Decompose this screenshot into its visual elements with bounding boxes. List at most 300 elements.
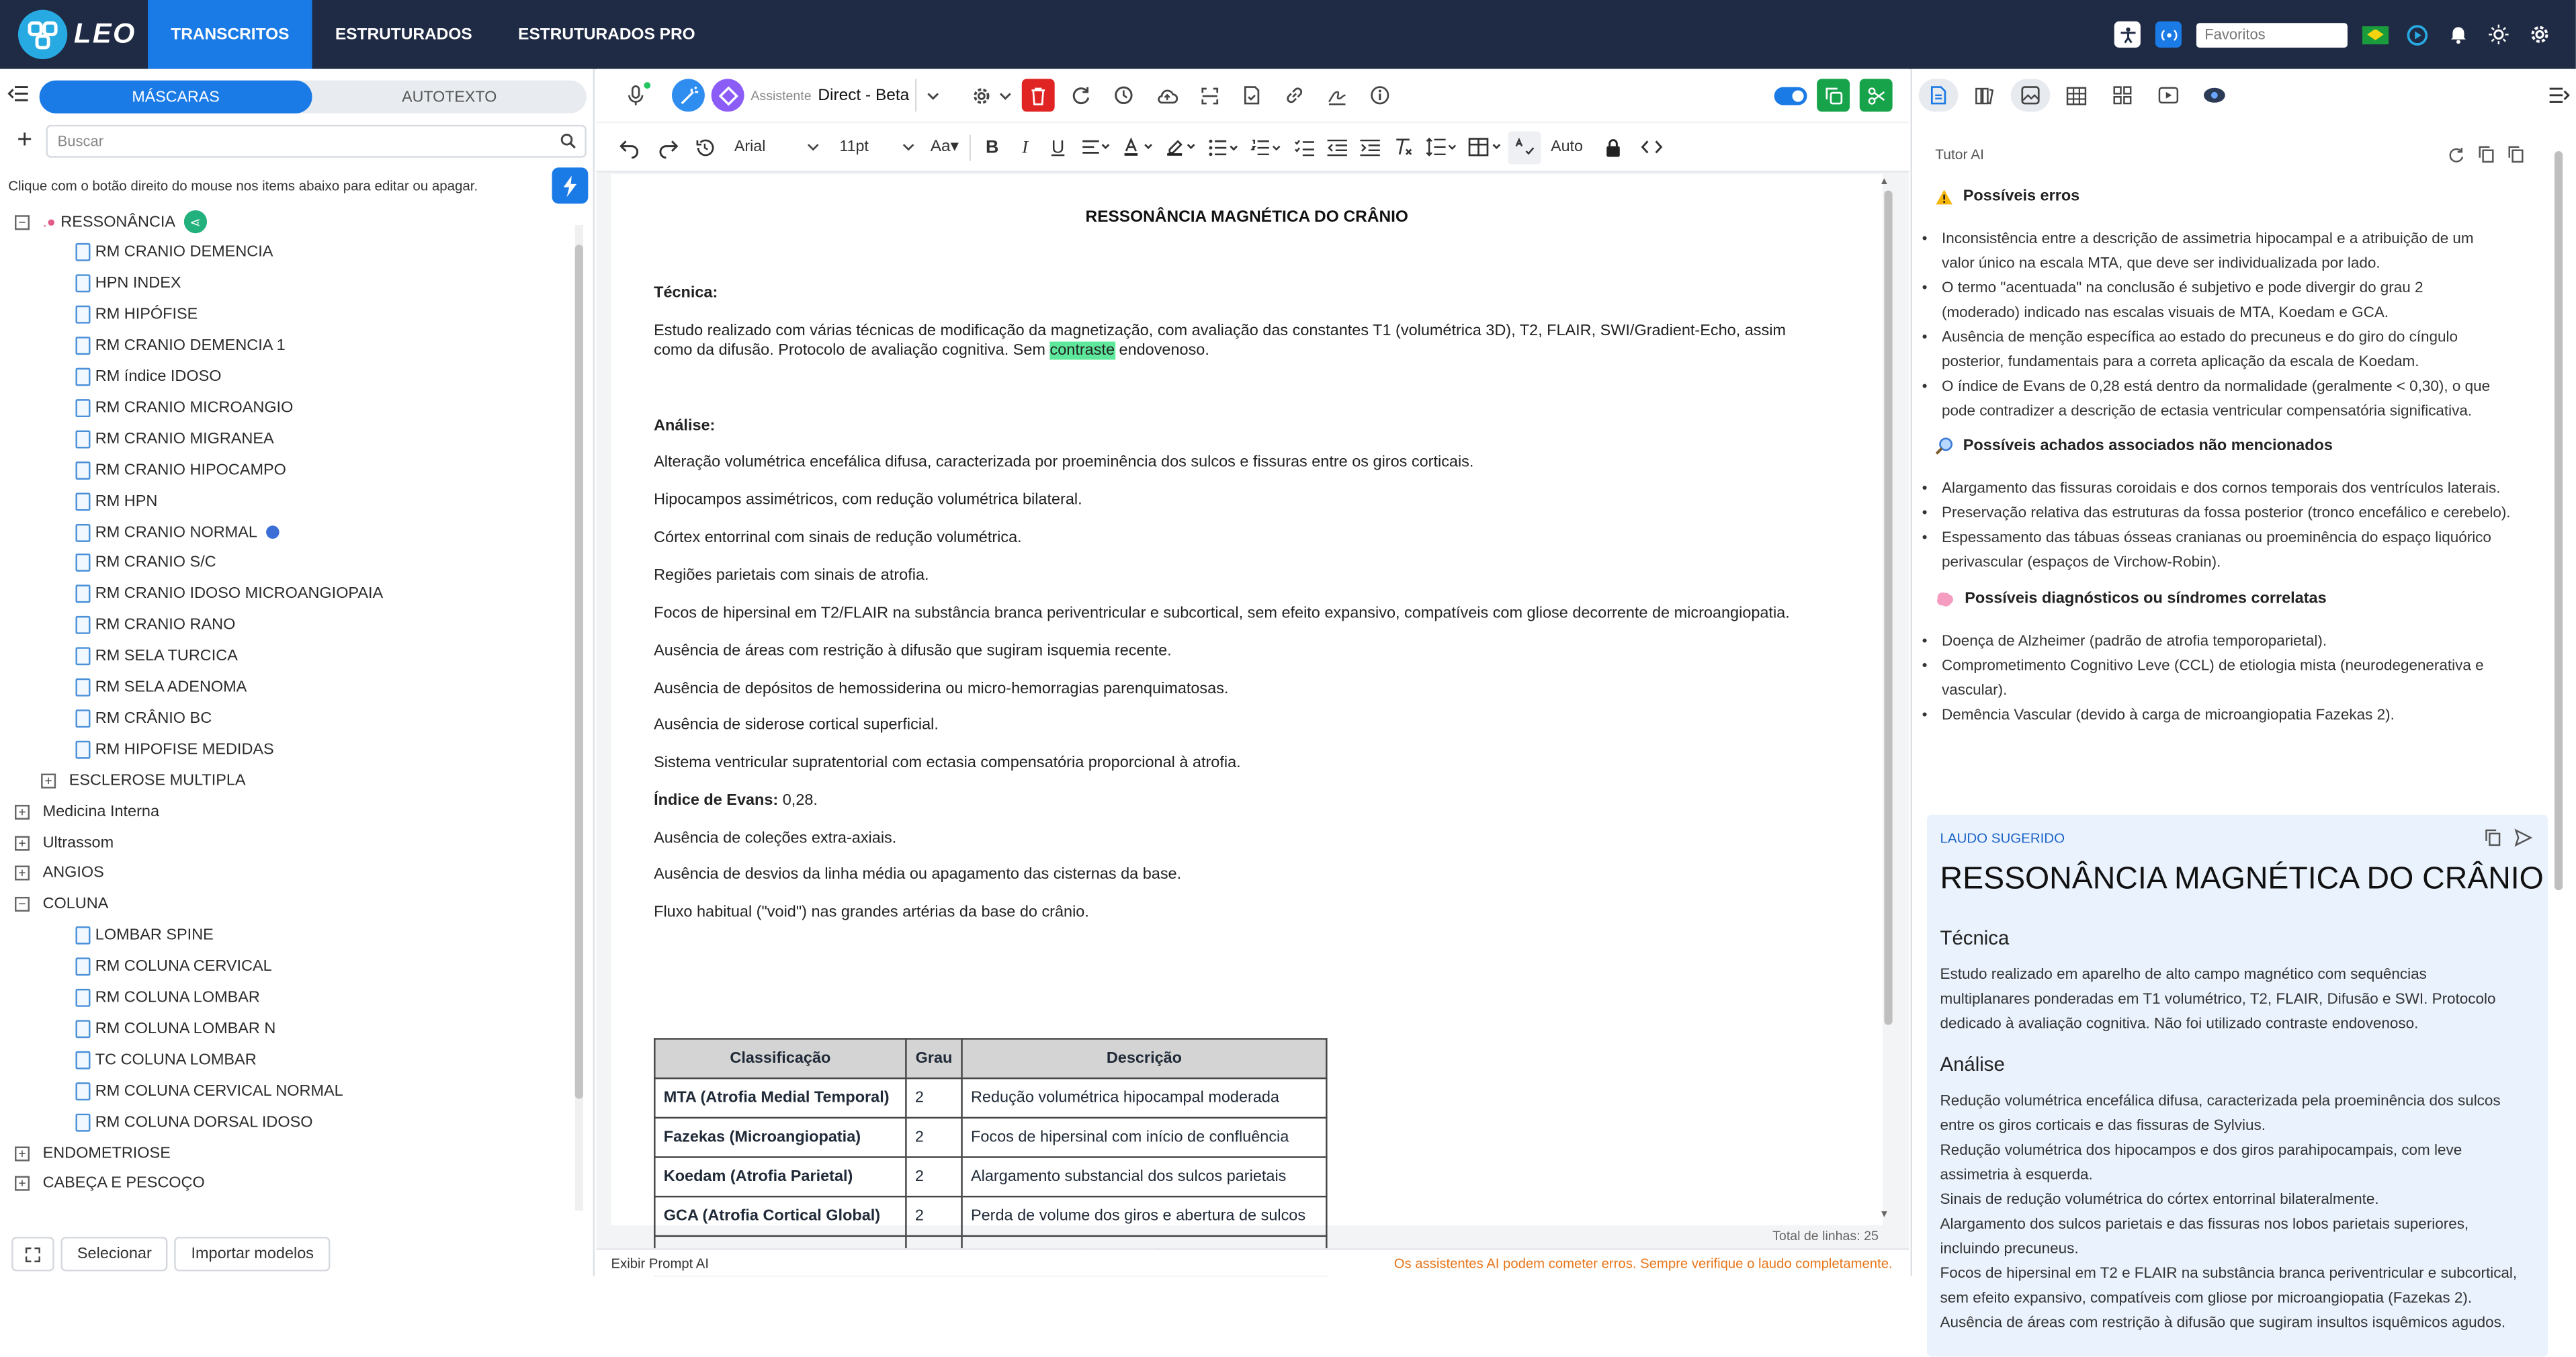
right-tabs xyxy=(1919,77,2576,114)
expand-icon[interactable]: + xyxy=(15,866,30,881)
logo[interactable] xyxy=(0,0,148,69)
document-icon xyxy=(75,430,90,448)
lock-icon[interactable] xyxy=(1596,130,1629,163)
scissors-icon xyxy=(1867,86,1885,104)
hint-text: Clique com o botão direito do mouse nos items abaixo para editar ou apagar. xyxy=(8,177,478,194)
scroll-down-icon[interactable]: ▼ xyxy=(1879,1210,1889,1221)
list-item-line: • Inconsistência entre a descrição de assimetria hipocampal e a atribuição de um xyxy=(1941,230,2474,247)
tree-group-label: RESSONÂNCIA xyxy=(60,212,176,231)
tree-group[interactable] xyxy=(15,800,159,823)
search-row xyxy=(10,125,587,158)
tree-item-label: HPN INDEX xyxy=(95,275,181,293)
tree-item[interactable] xyxy=(75,1080,343,1102)
list-item-line: • Comprometimento Cognitivo Leve (CCL) de etiologia mista (neurodegenerativa e xyxy=(1941,657,2484,674)
doc-tecnica-heading: Técnica: xyxy=(654,283,718,302)
tutor-title: Tutor AI xyxy=(1935,146,1985,163)
table-cell[interactable]: 2 xyxy=(906,1157,961,1197)
collapse-icon[interactable]: − xyxy=(15,898,30,912)
warning-icon xyxy=(1935,188,1953,204)
section-title: Possíveis diagnósticos ou síndromes correlatas xyxy=(1965,589,2327,608)
tree-item[interactable] xyxy=(75,645,237,668)
tree-item[interactable] xyxy=(75,676,247,699)
assistant-label: Assistente xyxy=(750,87,812,103)
table-header-cell: Descrição xyxy=(962,1039,1327,1078)
list-item xyxy=(1928,325,2536,374)
document-icon xyxy=(75,554,90,572)
doc-tecnica-line-1: Estudo realizado com várias técnicas de modificação da magnetização, com avaliação das constantes T1 (volumétrica 3D), T2, FLAIR, SWI/Gradient-Echo, assim xyxy=(654,322,1786,341)
table-row xyxy=(654,1118,1326,1157)
microphone-icon[interactable] xyxy=(619,79,652,112)
document-icon xyxy=(1930,85,1946,105)
tree-item-label: RM CRÂNIO BC xyxy=(95,709,212,728)
list-item xyxy=(1928,501,2536,526)
report-line: dedicado à avaliação cognitiva. Não foi utilizado contraste endovenoso. xyxy=(1940,1015,2419,1032)
expand-icon[interactable] xyxy=(11,1237,54,1271)
document-icon xyxy=(75,1113,90,1131)
tutor-content xyxy=(1922,138,2563,1331)
left-scrollbar-thumb[interactable] xyxy=(575,245,583,1098)
left-scrollbar[interactable] xyxy=(575,225,583,1211)
list-item-line: • O termo "acentuada" na conclusão é subjetivo e pode divergir do grau 2 xyxy=(1941,279,2423,296)
font-family-value: Arial xyxy=(734,138,766,157)
report-line: entre os giros corticais e das fissuras de Sylvius. xyxy=(1940,1117,2266,1134)
mask-tree xyxy=(0,210,572,1215)
accessibility-icon[interactable] xyxy=(2114,21,2141,48)
list-item-line: • Alargamento das fissuras coroidais e dos cornos temporais dos ventrículos laterais. xyxy=(1941,479,2501,496)
table-header-cell: Grau xyxy=(906,1039,961,1078)
report-line: Redução volumétrica encefálica difusa, caracterizada pela proeminência dos sulcos xyxy=(1940,1092,2501,1109)
tab-grid[interactable] xyxy=(2103,79,2143,112)
line-height-value[interactable]: Auto xyxy=(1551,138,1583,157)
doc-line: Focos de hipersinal em T2/FLAIR na substância branca periventricular e subcortical, sem efeito expansivo, compatíveis com gliose decorrente de microangiopatia. xyxy=(654,604,1790,623)
italic-icon[interactable]: I xyxy=(1022,137,1029,157)
signature-icon[interactable] xyxy=(1322,79,1355,112)
copy-icon[interactable] xyxy=(2485,830,2500,846)
tree-item-label: TC COLUNA LOMBAR xyxy=(95,1051,257,1069)
copy-icon[interactable] xyxy=(2479,146,2494,163)
tree-item[interactable] xyxy=(75,272,181,295)
tree-item-label: RM CRANIO S/C xyxy=(95,554,216,572)
bullet-list-icon[interactable] xyxy=(1203,130,1246,163)
copy-all-icon[interactable] xyxy=(2509,146,2524,163)
tab-books[interactable] xyxy=(1965,79,2004,112)
tree-item[interactable] xyxy=(75,304,198,326)
document-icon xyxy=(75,306,90,324)
tree-item-label: RM SELA TURCICA xyxy=(95,647,238,666)
tree-group-label: ESCLEROSE MULTIPLA xyxy=(69,771,246,790)
tree-item-label: RM SELA ADENOMA xyxy=(95,678,247,697)
magic-wand-icon xyxy=(679,86,697,104)
numbered-list-icon[interactable] xyxy=(1245,130,1288,163)
list-item-line: • O índice de Evans de 0,28 está dentro da normalidade (geralmente < 0,30), o que xyxy=(1941,378,2491,394)
scan-icon[interactable] xyxy=(1193,79,1226,112)
tree-group[interactable] xyxy=(15,1172,205,1195)
magic-wand-button[interactable] xyxy=(672,79,705,112)
link-icon[interactable] xyxy=(1279,79,1312,112)
tree-group-label: COLUNA xyxy=(42,895,109,914)
font-family-select[interactable] xyxy=(734,138,820,156)
tree-item-label: RM COLUNA CERVICAL NORMAL xyxy=(95,1082,343,1100)
table-header-cell: Classificação xyxy=(654,1039,906,1078)
delete-button[interactable] xyxy=(1023,79,1056,112)
code-view-icon[interactable] xyxy=(1635,130,1668,163)
refresh-icon[interactable] xyxy=(1066,79,1099,112)
document-icon xyxy=(75,958,90,976)
search-placeholder: Buscar xyxy=(57,133,104,150)
bolt-icon xyxy=(562,175,578,196)
report-line: incluindo precuneus. xyxy=(1940,1239,2079,1257)
table-row xyxy=(654,1196,1326,1236)
indent-icon[interactable] xyxy=(1354,130,1387,163)
table-row xyxy=(654,1157,1326,1197)
expand-icon[interactable]: + xyxy=(15,804,30,819)
logo-text: LEO xyxy=(74,17,136,50)
brain-icon xyxy=(1935,590,1955,607)
outdent-icon[interactable] xyxy=(1321,130,1354,163)
image-ai-icon xyxy=(2020,85,2040,105)
checklist-icon[interactable] xyxy=(1288,130,1321,163)
tab-document[interactable] xyxy=(1919,79,1959,112)
tree-group-label: ANGIOS xyxy=(42,865,104,883)
tree-item[interactable] xyxy=(75,1049,256,1071)
toolbar-right-group xyxy=(1774,79,1909,112)
list-item xyxy=(1928,476,2536,501)
select-button[interactable]: Selecionar xyxy=(60,1237,168,1271)
font-size-value: 11pt xyxy=(839,138,869,157)
tree-item-label: RM COLUNA DORSAL IDOSO xyxy=(95,1112,313,1131)
table-cell[interactable]: Alargamento substancial dos sulcos parietais xyxy=(962,1157,1327,1197)
list-item xyxy=(1928,525,2536,574)
tree-group[interactable] xyxy=(15,1141,171,1164)
tree-item[interactable] xyxy=(75,924,213,947)
copy-button[interactable] xyxy=(1817,79,1850,112)
list-item-line: (moderado) indicado nas escalas visuais de MTA, Koedam e GCA. xyxy=(1941,304,2389,320)
list-item-line: valor único na escala MTA, que deve ser individualizada por lado. xyxy=(1941,254,2380,271)
tree-item[interactable] xyxy=(75,521,278,543)
list-item xyxy=(1928,226,2536,275)
ai-tutor-panel xyxy=(1911,69,2576,1331)
copy-icon xyxy=(1824,86,1842,104)
search-icon[interactable] xyxy=(560,133,576,149)
settings-gear-icon[interactable] xyxy=(965,79,998,112)
tree-item[interactable] xyxy=(75,335,285,357)
document-icon xyxy=(75,1020,90,1038)
redo-icon[interactable] xyxy=(652,130,685,163)
tree-item-label: RM CRANIO HIPOCAMPO xyxy=(95,461,286,480)
document-icon xyxy=(75,616,90,634)
doc-analise-heading: Análise: xyxy=(654,417,716,435)
tree-item-label: RM HIPÓFISE xyxy=(95,306,198,324)
toggle-autotexto[interactable]: AUTOTEXTO xyxy=(402,87,497,106)
tree-group[interactable] xyxy=(15,862,104,885)
globe-icon xyxy=(265,525,279,539)
settings-chevron-icon[interactable] xyxy=(998,79,1014,112)
cut-button[interactable] xyxy=(1860,79,1893,112)
tree-item-label: RM CRANIO MIGRANEA xyxy=(95,430,274,448)
favorites-input[interactable] xyxy=(2196,22,2348,47)
tab-video[interactable] xyxy=(2149,79,2188,112)
tree-item-label: RM CRANIO NORMAL xyxy=(95,523,257,541)
table-cell[interactable]: 2 xyxy=(906,1196,961,1236)
section-possible-errors xyxy=(1935,187,2079,206)
doc-title: RESSONÂNCIA MAGNÉTICA DO CRÂNIO xyxy=(1085,208,1408,227)
doc-highlighted-word: contraste xyxy=(1049,341,1115,360)
add-mask-button[interactable]: + xyxy=(17,126,33,155)
table-cell[interactable]: 2 xyxy=(906,1118,961,1157)
tree-item[interactable] xyxy=(75,459,286,482)
tree-item-label: RM COLUNA LOMBAR xyxy=(95,988,260,1007)
doc-scrollbar-thumb[interactable] xyxy=(1884,191,1892,1025)
table-cell[interactable]: Perda de volume dos giros e abertura de sulcos xyxy=(962,1196,1327,1236)
expand-icon[interactable]: + xyxy=(15,1177,30,1192)
tree-group[interactable] xyxy=(15,210,207,233)
show-prompt-link[interactable]: Exibir Prompt AI xyxy=(611,1254,709,1272)
document-icon xyxy=(75,337,90,355)
broadcast-icon[interactable] xyxy=(2155,21,2182,48)
doc-line: Sistema ventricular supratentorial com ectasia compensatória proporcional à atrofia. xyxy=(654,754,1241,773)
tree-item[interactable] xyxy=(75,614,235,637)
list-item-line: • Ausência de menção específica ao estado do precuneus e do giro do cíngulo xyxy=(1941,329,2458,345)
document-icon xyxy=(75,989,90,1007)
tree-item[interactable] xyxy=(75,427,273,450)
table-body xyxy=(654,1078,1326,1275)
document-icon xyxy=(75,399,90,417)
tab-estruturados-pro[interactable]: ESTRUTURADOS PRO xyxy=(518,25,695,44)
doc-line: Ausência de depósitos de hemossiderina ou micro-hemorragias parenquimatosas. xyxy=(654,680,1229,699)
grid-icon xyxy=(2112,85,2132,105)
expand-icon[interactable]: + xyxy=(15,835,30,850)
scroll-up-icon[interactable]: ▲ xyxy=(1879,177,1889,187)
tree-item[interactable] xyxy=(75,707,212,730)
chevron-down-icon xyxy=(902,143,915,151)
doc-tecnica-text-end: endovenoso. xyxy=(1115,341,1209,360)
report-line: multiplanares ponderadas em T1 volumétrico, T2, FLAIR, Difusão e SWI. Protocolo xyxy=(1940,990,2496,1007)
list-item-line: • Espessamento das tábuas ósseas cranianas ou proeminência do espaço liquórico xyxy=(1941,529,2491,545)
doc-evans-label: Índice de Evans: xyxy=(654,791,779,810)
document-icon xyxy=(75,275,90,293)
tree-group[interactable] xyxy=(41,769,245,792)
assistant-dropdown-chevron-icon[interactable] xyxy=(916,79,949,112)
clear-format-icon[interactable] xyxy=(1387,130,1420,163)
section-title: Possíveis erros xyxy=(1963,187,2080,206)
line-spacing-icon[interactable] xyxy=(1419,130,1462,163)
tree-item-label: RM COLUNA LOMBAR N xyxy=(95,1020,276,1038)
doc-line: Regiões parietais com sinais de atrofia. xyxy=(654,566,929,585)
suggested-analise-heading: Análise xyxy=(1940,1053,2005,1076)
tree-item[interactable] xyxy=(75,365,221,388)
doc-evans-value: 0,28. xyxy=(778,791,818,810)
tree-item-label: RM CRANIO RANO xyxy=(95,616,236,635)
report-line: Alargamento dos sulcos parietais e das fissuras nos lobos parietais superiores, xyxy=(1940,1215,2469,1232)
tree-item[interactable] xyxy=(75,738,273,761)
gear-icon[interactable] xyxy=(2526,21,2552,48)
list-item xyxy=(1928,276,2536,325)
nav-right-group xyxy=(2114,0,2576,69)
report-line: sem efeito expansivo, compatíveis com gliose por microangiopatia (Fazekas 2). xyxy=(1940,1289,2473,1306)
expand-icon[interactable]: + xyxy=(15,1145,30,1160)
bell-icon[interactable] xyxy=(2444,21,2471,48)
tree-item[interactable] xyxy=(75,396,293,419)
document-icon xyxy=(75,461,90,479)
chevron-down-icon xyxy=(806,143,820,151)
restore-history-icon[interactable] xyxy=(688,130,721,163)
refresh-icon[interactable] xyxy=(2448,146,2464,163)
list-item-line: vascular). xyxy=(1941,681,2008,699)
section-diagnoses xyxy=(1935,590,2326,608)
eye-icon xyxy=(2203,87,2226,103)
line-count: Total de linhas: 25 xyxy=(1772,1228,1879,1243)
spellcheck-icon[interactable] xyxy=(1508,130,1541,163)
doc-line: Ausência de desvios da linha média ou apagamento das cisternas da base. xyxy=(654,865,1182,884)
table-cell[interactable]: GCA (Atrofia Cortical Global) xyxy=(654,1196,906,1236)
document-icon xyxy=(75,585,90,603)
auto-toggle-switch[interactable] xyxy=(1774,86,1807,104)
video-icon xyxy=(2159,87,2178,103)
report-document[interactable] xyxy=(611,174,1883,1225)
tree-item-label: RM CRANIO MICROANGIO xyxy=(95,398,294,417)
bold-icon[interactable]: B xyxy=(986,137,999,157)
tree-group[interactable] xyxy=(15,893,108,916)
doc-scrollbar[interactable] xyxy=(1884,191,1892,1209)
suggested-tecnica-heading: Técnica xyxy=(1940,926,2010,950)
mask-autotext-toggle xyxy=(40,81,587,114)
brazil-flag-icon[interactable] xyxy=(2362,26,2389,44)
collapse-right-panel-icon[interactable] xyxy=(2550,87,2569,103)
expand-icon[interactable]: + xyxy=(41,773,56,788)
tree-group-label: ENDOMETRIOSE xyxy=(42,1143,171,1162)
tree-item[interactable] xyxy=(75,955,271,978)
tree-item[interactable] xyxy=(75,490,157,513)
book-icon xyxy=(1975,86,1994,104)
document-icon xyxy=(75,740,90,758)
info-icon[interactable] xyxy=(1365,79,1398,112)
send-icon[interactable] xyxy=(2515,830,2531,846)
tree-group-label: Ultrassom xyxy=(42,833,114,852)
doc-tecnica-text: como da difusão. Protocolo de avaliação cognitiva. Sem xyxy=(654,341,1050,360)
document-check-icon[interactable] xyxy=(1236,79,1269,112)
assistant-logo-icon[interactable] xyxy=(712,79,744,112)
list-item xyxy=(1928,374,2536,423)
section-associated-findings xyxy=(1935,437,2333,455)
doc-line: Ausência de siderose cortical superficial. xyxy=(654,716,939,734)
tab-calculator[interactable] xyxy=(2057,79,2096,112)
suggested-report-actions xyxy=(2485,830,2531,846)
report-line: Ausência de áreas com restrição à difusão que sugiram insultos isquêmicos agudos. xyxy=(1940,1314,2506,1331)
underline-icon[interactable]: U xyxy=(1051,137,1065,157)
highlight-icon[interactable] xyxy=(1160,130,1203,163)
tree-item[interactable] xyxy=(75,1110,312,1133)
document-icon xyxy=(75,678,90,697)
trash-icon xyxy=(1031,86,1047,104)
list-item-line: • Preservação relativa das estruturas da fossa posterior (tronco encefálico e cerebelo). xyxy=(1941,504,2511,521)
report-line: Sinais de redução volumétrica do córtex entorrinal bilateralmente. xyxy=(1940,1190,2379,1208)
import-models-button[interactable]: Importar modelos xyxy=(175,1237,330,1271)
list-item-line: perivascular (espaços de Virchow-Robin). xyxy=(1941,553,2221,570)
table-cell[interactable]: Redução volumétrica hipocampal moderada xyxy=(962,1078,1327,1118)
document-icon xyxy=(75,1082,90,1100)
suggested-report-title: RESSONÂNCIA MAGNÉTICA DO CRÂNIO xyxy=(1940,862,2544,897)
tab-estruturados[interactable]: ESTRUTURADOS xyxy=(335,25,472,44)
table-cell[interactable]: Focos de hipersinal com início de confluência xyxy=(962,1118,1327,1157)
table-cell[interactable]: Fazekas (Microangiopatia) xyxy=(654,1118,906,1157)
tree-item[interactable] xyxy=(75,582,383,605)
assistant-select[interactable]: Direct - Beta xyxy=(818,86,910,105)
tab-eye[interactable] xyxy=(2195,79,2235,112)
table-row xyxy=(654,1078,1326,1118)
search-input[interactable] xyxy=(46,125,586,158)
tree-item[interactable] xyxy=(75,241,273,264)
font-size-select[interactable] xyxy=(839,138,914,156)
magnifier-icon xyxy=(1935,437,1953,455)
toggle-mascaras[interactable]: MÁSCARAS xyxy=(40,81,312,114)
right-scrollbar-thumb[interactable] xyxy=(2554,151,2563,890)
list-item-line: posterior, fundamentais para a correta aplicação da escala de Koedam. xyxy=(1941,353,2419,370)
tab-tutor[interactable] xyxy=(2011,79,2051,112)
share-icon[interactable]: ⋖ xyxy=(183,210,206,233)
list-item-line: • Doença de Alzheimer (padrão de atrofia temporoparietal). xyxy=(1941,632,2327,649)
table-cell[interactable]: Koedam (Atrofia Parietal) xyxy=(654,1157,906,1197)
ai-bolt-button[interactable] xyxy=(552,167,589,204)
tree-item-label: RM CRANIO DEMENCIA 1 xyxy=(95,337,286,355)
tree-item-label: RM índice IDOSO xyxy=(95,367,222,386)
table-grid-icon xyxy=(2067,86,2086,104)
text-case-icon[interactable]: Aa▾ xyxy=(930,138,959,157)
document-icon xyxy=(75,709,90,728)
report-line: Redução volumétrica dos hipocampos e dos giros parahipocampais, com leve xyxy=(1940,1141,2462,1158)
tree-group[interactable] xyxy=(15,831,114,854)
undo-icon[interactable] xyxy=(613,130,646,163)
tree-item-label: RM COLUNA CERVICAL xyxy=(95,957,272,976)
list-item xyxy=(1928,703,2536,728)
table-cell[interactable]: 2 xyxy=(906,1078,961,1118)
tree-item-label: LOMBAR SPINE xyxy=(95,926,214,945)
tab-transcritos[interactable]: TRANSCRITOS xyxy=(148,0,312,69)
report-line: Focos de hipersinal em T2 e FLAIR na substância branca periventricular e subcortical, xyxy=(1940,1264,2518,1282)
collapse-icon[interactable]: − xyxy=(15,214,30,229)
document-icon xyxy=(75,523,90,541)
collapse-panel-icon[interactable] xyxy=(8,85,28,101)
text-color-icon[interactable] xyxy=(1117,130,1160,163)
editor-footer xyxy=(597,1248,1909,1276)
tree-item[interactable] xyxy=(75,552,216,574)
suggested-report xyxy=(1927,815,2548,1357)
doc-line: Fluxo habitual ("void") nas grandes artérias da base do crânio. xyxy=(654,903,1089,922)
cloud-upload-icon[interactable] xyxy=(1151,79,1184,112)
tree-item[interactable] xyxy=(75,1017,275,1040)
classification-table xyxy=(654,1038,1327,1276)
report-line: Estudo realizado em aparelho de alto campo magnético com sequências xyxy=(1940,965,2427,983)
doc-line: Córtex entorrinal com sinais de redução volumétrica. xyxy=(654,529,1022,548)
masks-panel xyxy=(0,69,595,1276)
history-icon[interactable] xyxy=(1108,79,1141,112)
sun-icon[interactable] xyxy=(2485,21,2511,48)
align-icon[interactable] xyxy=(1074,130,1117,163)
document-icon xyxy=(75,1051,90,1069)
document-icon xyxy=(75,926,90,945)
tree-item-label: RM HIPOFISE MEDIDAS xyxy=(95,740,274,759)
formatting-toolbar xyxy=(597,123,1909,172)
table-icon[interactable] xyxy=(1462,130,1508,163)
tree-item-label: RM CRANIO IDOSO MICROANGIOPAIA xyxy=(95,585,384,604)
tree-group-label: Medicina Interna xyxy=(42,802,160,821)
document-icon xyxy=(75,492,90,511)
document-icon xyxy=(75,368,90,386)
tree-item[interactable] xyxy=(75,986,259,1009)
document-icon xyxy=(75,244,90,262)
divider xyxy=(970,134,971,160)
play-icon[interactable] xyxy=(2403,21,2430,48)
table-cell[interactable]: MTA (Atrofia Medial Temporal) xyxy=(654,1078,906,1118)
